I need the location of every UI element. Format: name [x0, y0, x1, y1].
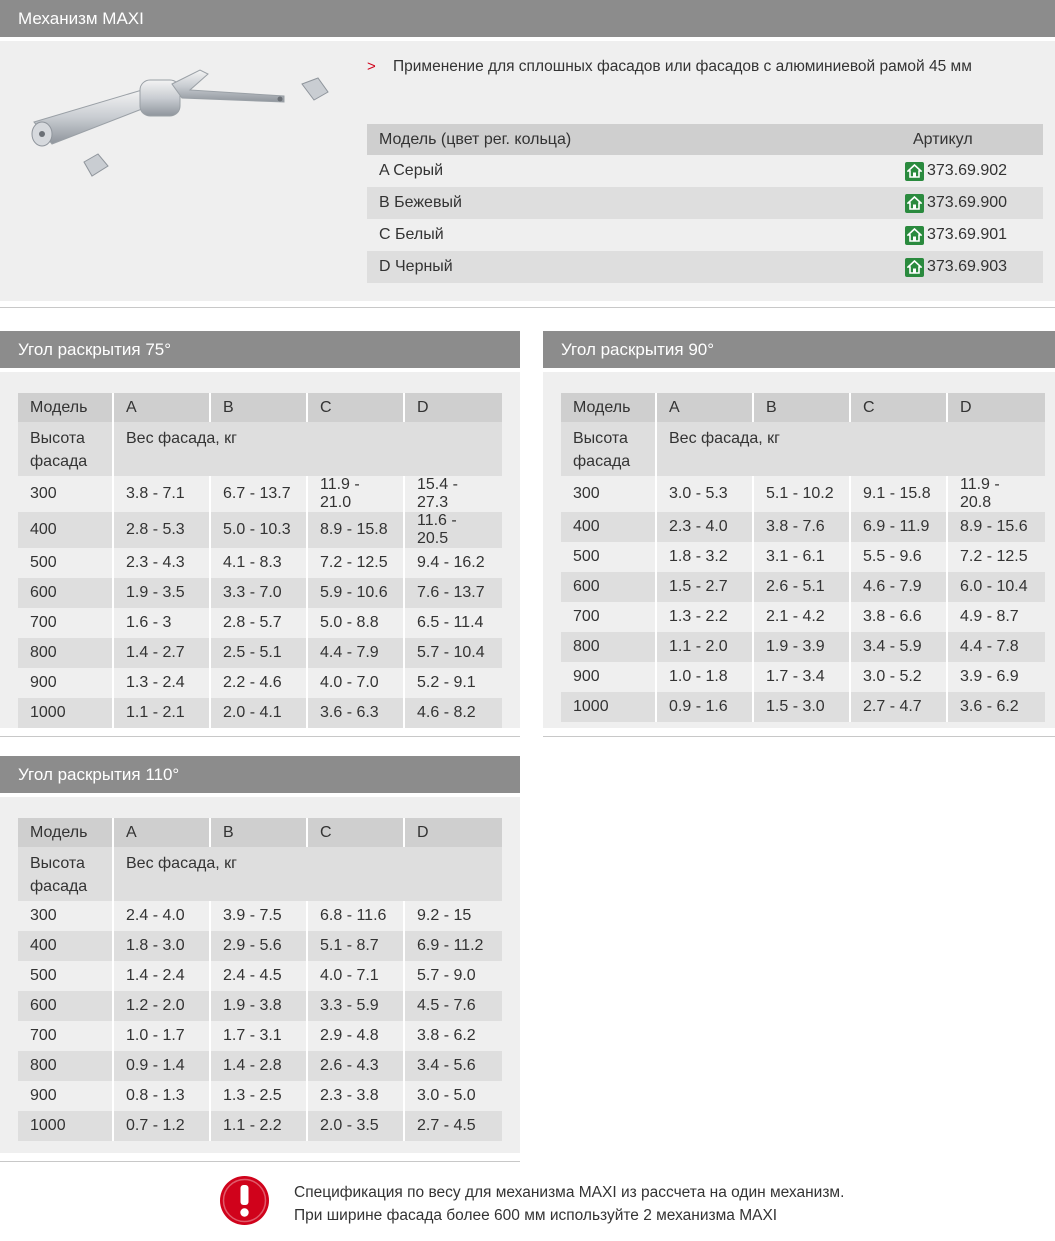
table-row — [18, 476, 502, 512]
table-row — [561, 572, 1045, 602]
note-text — [294, 1181, 844, 1227]
section-header-110 — [0, 756, 520, 793]
table-row — [18, 1111, 502, 1141]
table-row — [18, 901, 502, 931]
weight-cell: 1.0 - 1.8 — [656, 662, 753, 692]
weight-cell: 2.2 - 4.6 — [210, 668, 307, 698]
weight-cell: 5.1 - 10.2 — [753, 476, 850, 512]
weight-cell: 8.9 - 15.8 — [307, 512, 404, 548]
height-cell: 800 — [18, 638, 113, 668]
weight-cell: 2.1 - 4.2 — [753, 602, 850, 632]
weight-cell: 0.8 - 1.3 — [113, 1081, 210, 1111]
weight-cell: 2.4 - 4.0 — [113, 901, 210, 931]
home-icon[interactable] — [905, 162, 924, 181]
weight-cell: 6.5 - 11.4 — [404, 608, 502, 638]
home-icon[interactable] — [905, 226, 924, 245]
table-row — [367, 251, 1043, 283]
height-label: Высота фасада — [18, 847, 113, 901]
table-row — [561, 662, 1045, 692]
weight-cell: 2.6 - 5.1 — [753, 572, 850, 602]
weight-cell: 3.8 - 7.6 — [753, 512, 850, 542]
weight-cell: 3.0 - 5.2 — [850, 662, 947, 692]
weight-cell: 3.6 - 6.3 — [307, 698, 404, 728]
table-row — [18, 698, 502, 728]
height-cell: 900 — [18, 1081, 113, 1111]
page-title: Механизм MAXI — [18, 8, 144, 28]
weight-cell: 4.4 - 7.8 — [947, 632, 1045, 662]
weight-cell: 6.7 - 13.7 — [210, 476, 307, 512]
height-cell: 700 — [561, 602, 656, 632]
height-cell: 500 — [18, 961, 113, 991]
height-cell: 900 — [561, 662, 656, 692]
article-number: 373.69.902 — [927, 162, 1008, 179]
weight-cell: 1.9 - 3.8 — [210, 991, 307, 1021]
model-label: Модель — [561, 393, 656, 422]
table-row — [18, 608, 502, 638]
table-subheader-row — [18, 847, 502, 901]
height-cell: 800 — [18, 1051, 113, 1081]
weight-cell: 2.6 - 4.3 — [307, 1051, 404, 1081]
weight-cell: 1.3 - 2.4 — [113, 668, 210, 698]
section-header-90 — [543, 331, 1055, 368]
weight-cell: 9.2 - 15 — [404, 901, 502, 931]
height-cell: 1000 — [561, 692, 656, 722]
weight-cell: 5.0 - 10.3 — [210, 512, 307, 548]
table-row — [18, 991, 502, 1021]
table-row — [561, 632, 1045, 662]
exclamation-icon — [220, 1176, 269, 1225]
height-cell: 500 — [18, 548, 113, 578]
model-cell: A Серый — [367, 155, 913, 187]
weight-cell: 5.7 - 10.4 — [404, 638, 502, 668]
weight-cell: 3.8 - 6.6 — [850, 602, 947, 632]
weight-cell: 0.9 - 1.6 — [656, 692, 753, 722]
weight-cell: 4.0 - 7.0 — [307, 668, 404, 698]
weight-cell: 3.0 - 5.0 — [404, 1081, 502, 1111]
weight-cell: 4.9 - 8.7 — [947, 602, 1045, 632]
weight-table-110 — [18, 818, 502, 1141]
weight-cell: 8.9 - 15.6 — [947, 512, 1045, 542]
home-icon[interactable] — [905, 258, 924, 277]
weight-cell: 5.7 - 9.0 — [404, 961, 502, 991]
weight-cell: 7.2 - 12.5 — [307, 548, 404, 578]
divider — [0, 736, 520, 737]
model-col: D — [947, 393, 1045, 422]
height-label: Высота фасада — [561, 422, 656, 476]
home-icon[interactable] — [905, 194, 924, 213]
table-row — [18, 578, 502, 608]
weight-cell: 11.6 - 20.5 — [404, 512, 502, 548]
article-number: 373.69.903 — [927, 258, 1008, 275]
weight-cell: 1.1 - 2.0 — [656, 632, 753, 662]
table-subheader-row — [18, 422, 502, 476]
weight-cell: 3.4 - 5.9 — [850, 632, 947, 662]
weight-cell: 11.9 - 21.0 — [307, 476, 404, 512]
weight-cell: 1.3 - 2.5 — [210, 1081, 307, 1111]
height-cell: 800 — [561, 632, 656, 662]
weight-cell: 5.5 - 9.6 — [850, 542, 947, 572]
weight-cell: 3.9 - 7.5 — [210, 901, 307, 931]
table-header-row — [18, 393, 502, 422]
table-header-row — [18, 818, 502, 847]
weight-label: Вес фасада, кг — [113, 422, 502, 476]
article-number: 373.69.901 — [927, 226, 1008, 243]
section-title: Угол раскрытия 90° — [561, 339, 715, 359]
weight-cell: 1.0 - 1.7 — [113, 1021, 210, 1051]
weight-cell: 3.0 - 5.3 — [656, 476, 753, 512]
table-row — [18, 668, 502, 698]
weight-cell: 4.4 - 7.9 — [307, 638, 404, 668]
table-row — [18, 961, 502, 991]
weight-cell: 1.4 - 2.4 — [113, 961, 210, 991]
col-article-header: Артикул — [913, 124, 1043, 155]
weight-cell: 3.4 - 5.6 — [404, 1051, 502, 1081]
height-cell: 700 — [18, 608, 113, 638]
model-col: D — [404, 393, 502, 422]
weight-cell: 1.7 - 3.1 — [210, 1021, 307, 1051]
divider — [0, 1161, 520, 1162]
weight-cell: 2.5 - 5.1 — [210, 638, 307, 668]
weight-cell: 4.1 - 8.3 — [210, 548, 307, 578]
height-cell: 1000 — [18, 698, 113, 728]
section-header-75 — [0, 331, 520, 368]
weight-cell: 6.9 - 11.2 — [404, 931, 502, 961]
weight-cell: 2.9 - 4.8 — [307, 1021, 404, 1051]
weight-cell: 2.3 - 3.8 — [307, 1081, 404, 1111]
height-label: Высота фасада — [18, 422, 113, 476]
article-table — [367, 124, 1043, 283]
height-cell: 700 — [18, 1021, 113, 1051]
table-row — [561, 692, 1045, 722]
weight-cell: 1.2 - 2.0 — [113, 991, 210, 1021]
weight-cell: 6.0 - 10.4 — [947, 572, 1045, 602]
section-header-mechanism — [0, 0, 1055, 37]
table-row — [561, 602, 1045, 632]
table-row — [367, 219, 1043, 251]
weight-cell: 1.9 - 3.5 — [113, 578, 210, 608]
weight-cell: 3.8 - 6.2 — [404, 1021, 502, 1051]
height-cell: 900 — [18, 668, 113, 698]
weight-cell: 2.3 - 4.3 — [113, 548, 210, 578]
weight-cell: 1.5 - 2.7 — [656, 572, 753, 602]
weight-label: Вес фасада, кг — [113, 847, 502, 901]
model-col: A — [113, 393, 210, 422]
model-col: B — [210, 393, 307, 422]
height-cell: 600 — [18, 578, 113, 608]
height-cell: 400 — [18, 512, 113, 548]
weight-cell: 1.4 - 2.8 — [210, 1051, 307, 1081]
height-cell: 400 — [561, 512, 656, 542]
weight-cell: 5.2 - 9.1 — [404, 668, 502, 698]
divider — [543, 736, 1055, 737]
height-cell: 1000 — [18, 1111, 113, 1141]
weight-cell: 4.6 - 8.2 — [404, 698, 502, 728]
model-label: Модель — [18, 818, 113, 847]
table-row — [367, 155, 1043, 187]
weight-cell: 9.4 - 16.2 — [404, 548, 502, 578]
weight-cell: 5.9 - 10.6 — [307, 578, 404, 608]
note-line: Спецификация по весу для механизма MAXI из рассчета на один механизм. — [294, 1184, 845, 1201]
weight-cell: 1.1 - 2.2 — [210, 1111, 307, 1141]
weight-cell: 4.6 - 7.9 — [850, 572, 947, 602]
height-cell: 300 — [561, 476, 656, 512]
divider — [0, 307, 1055, 308]
weight-cell: 2.8 - 5.7 — [210, 608, 307, 638]
weight-cell: 4.0 - 7.1 — [307, 961, 404, 991]
weight-cell: 0.7 - 1.2 — [113, 1111, 210, 1141]
weight-cell: 15.4 - 27.3 — [404, 476, 502, 512]
height-cell: 600 — [18, 991, 113, 1021]
table-subheader-row — [561, 422, 1045, 476]
weight-cell: 1.6 - 3 — [113, 608, 210, 638]
model-cell: B Бежевый — [367, 187, 913, 219]
weight-cell: 3.8 - 7.1 — [113, 476, 210, 512]
article-number: 373.69.900 — [927, 194, 1008, 211]
weight-cell: 4.5 - 7.6 — [404, 991, 502, 1021]
model-col: A — [656, 393, 753, 422]
model-col: D — [404, 818, 502, 847]
height-cell: 500 — [561, 542, 656, 572]
weight-cell: 3.9 - 6.9 — [947, 662, 1045, 692]
weight-cell: 2.7 - 4.5 — [404, 1111, 502, 1141]
weight-cell: 5.1 - 8.7 — [307, 931, 404, 961]
weight-cell: 7.6 - 13.7 — [404, 578, 502, 608]
model-col: A — [113, 818, 210, 847]
weight-cell: 5.0 - 8.8 — [307, 608, 404, 638]
table-row — [18, 931, 502, 961]
height-cell: 300 — [18, 901, 113, 931]
model-col: B — [753, 393, 850, 422]
model-cell: C Белый — [367, 219, 913, 251]
weight-cell: 0.9 - 1.4 — [113, 1051, 210, 1081]
weight-cell: 1.7 - 3.4 — [753, 662, 850, 692]
weight-cell: 2.7 - 4.7 — [850, 692, 947, 722]
weight-cell: 2.9 - 5.6 — [210, 931, 307, 961]
weight-table-75 — [18, 393, 502, 728]
weight-table-90 — [561, 393, 1045, 722]
weight-label: Вес фасада, кг — [656, 422, 1045, 476]
weight-cell: 3.1 - 6.1 — [753, 542, 850, 572]
table-row — [561, 542, 1045, 572]
weight-cell: 1.5 - 3.0 — [753, 692, 850, 722]
weight-cell: 3.6 - 6.2 — [947, 692, 1045, 722]
height-cell: 400 — [18, 931, 113, 961]
weight-cell: 3.3 - 5.9 — [307, 991, 404, 1021]
weight-cell: 9.1 - 15.8 — [850, 476, 947, 512]
weight-cell: 2.3 - 4.0 — [656, 512, 753, 542]
weight-cell: 1.3 - 2.2 — [656, 602, 753, 632]
weight-cell: 11.9 - 20.8 — [947, 476, 1045, 512]
table-row — [18, 1051, 502, 1081]
height-cell: 300 — [18, 476, 113, 512]
weight-cell: 1.8 - 3.2 — [656, 542, 753, 572]
weight-cell: 2.0 - 3.5 — [307, 1111, 404, 1141]
weight-cell: 6.9 - 11.9 — [850, 512, 947, 542]
table-row — [18, 1021, 502, 1051]
weight-cell: 7.2 - 12.5 — [947, 542, 1045, 572]
note-line: При ширине фасада более 600 мм используйте 2 механизма MAXI — [294, 1207, 778, 1224]
model-cell: D Черный — [367, 251, 913, 283]
table-header-row — [561, 393, 1045, 422]
weight-cell: 1.9 - 3.9 — [753, 632, 850, 662]
model-col: C — [850, 393, 947, 422]
weight-cell: 2.8 - 5.3 — [113, 512, 210, 548]
weight-cell: 2.4 - 4.5 — [210, 961, 307, 991]
weight-cell: 2.0 - 4.1 — [210, 698, 307, 728]
height-cell: 600 — [561, 572, 656, 602]
model-col: C — [307, 818, 404, 847]
table-row — [561, 476, 1045, 512]
table-row — [18, 548, 502, 578]
model-label: Модель — [18, 393, 113, 422]
section-title: Угол раскрытия 75° — [18, 339, 172, 359]
weight-cell: 1.1 - 2.1 — [113, 698, 210, 728]
table-row — [561, 512, 1045, 542]
weight-cell: 1.8 - 3.0 — [113, 931, 210, 961]
mechanism-illustration — [22, 62, 342, 187]
model-col: B — [210, 818, 307, 847]
weight-cell: 1.4 - 2.7 — [113, 638, 210, 668]
table-row — [367, 187, 1043, 219]
weight-cell: 6.8 - 11.6 — [307, 901, 404, 931]
table-row — [18, 1081, 502, 1111]
table-row — [18, 512, 502, 548]
col-model-header: Модель (цвет рег. кольца) — [367, 124, 913, 155]
section-title: Угол раскрытия 110° — [18, 764, 180, 784]
table-row — [18, 638, 502, 668]
model-col: C — [307, 393, 404, 422]
bullet-arrow: > — [367, 58, 376, 75]
weight-cell: 3.3 - 7.0 — [210, 578, 307, 608]
application-text: Применение для сплошных фасадов или фасадов с алюминиевой рамой 45 мм — [393, 58, 972, 75]
